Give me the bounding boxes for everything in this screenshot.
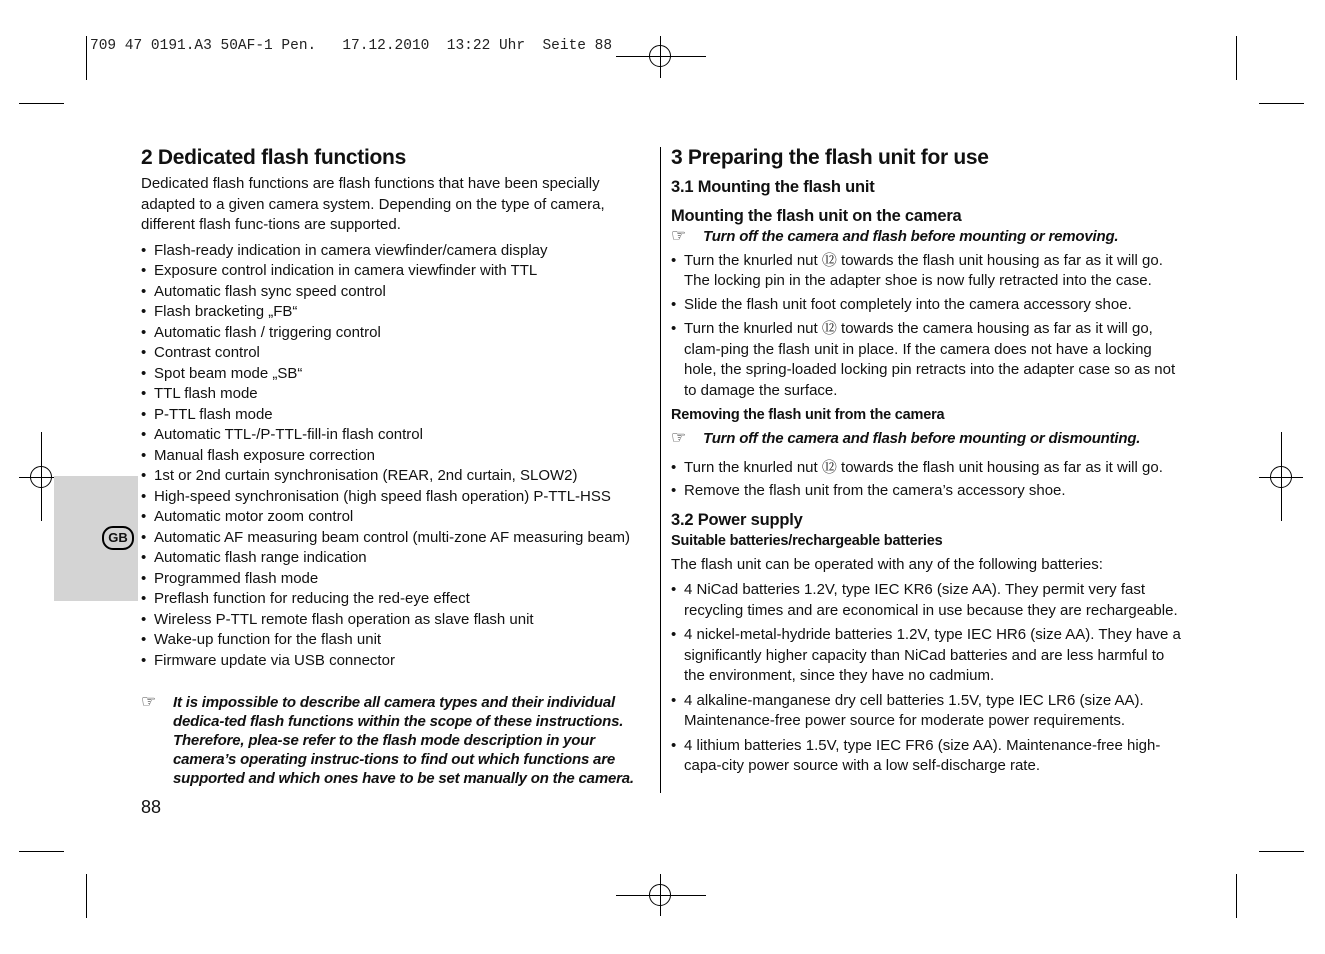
remove-steps [671, 458, 1183, 502]
function-list [141, 241, 653, 672]
list-item: • Flash bracketing „FB“ [141, 302, 653, 323]
note-text: Turn off the camera and flash before mounting or dismounting. [703, 430, 1141, 447]
list-item: • Automatic AF measuring beam control (multi-zone AF measuring beam) [141, 528, 653, 549]
list-item: • Automatic flash sync speed control [141, 282, 653, 303]
list-item: • TTL flash mode [141, 384, 653, 405]
list-item: • Automatic TTL-/P-TTL-fill-in flash control [141, 425, 653, 446]
list-item: • Exposure control indication in camera viewfinder with TTL [141, 261, 653, 282]
list-item: • Slide the flash unit foot completely into the camera accessory shoe. [671, 295, 1183, 316]
list-item: • 4 nickel-metal-hydride batteries 1.2V, type IEC HR6 (size AA). They have a significantly higher capacity than NiCad batteries and are less harmful to the environment, since they have no cadmium. [671, 625, 1183, 687]
battery-intro: The flash unit can be operated with any of the following batteries: [671, 555, 1103, 573]
list-item: • 1st or 2nd curtain synchronisation (REAR, 2nd curtain, SLOW2) [141, 466, 653, 487]
battery-list [671, 580, 1183, 777]
column-divider [660, 147, 661, 793]
subheading: Suitable batteries/rechargeable batteries [671, 532, 943, 549]
pointing-hand-icon: ☞ [671, 226, 687, 245]
list-item: • Manual flash exposure correction [141, 446, 653, 467]
list-item: • Contrast control [141, 343, 653, 364]
list-item: • High-speed synchronisation (high speed flash operation) P-TTL-HSS [141, 487, 653, 508]
list-item: • Preflash function for reducing the red-eye effect [141, 589, 653, 610]
subsection-title: 3.2 Power supply [671, 510, 803, 529]
list-item: • Automatic flash range indication [141, 548, 653, 569]
list-item: • Firmware update via USB connector [141, 651, 653, 672]
note [671, 227, 1183, 248]
list-item: • Turn the knurled nut ⑫ towards the flash unit housing as far as it will go. The locking pin in the adapter shoe is now fully retracted into the case. [671, 251, 1183, 292]
list-item: • Turn the knurled nut ⑫ towards the camera housing as far as it will go, clam-ping the flash unit in place. If the camera does not have a locking hole, the spring-loaded locking pin retracts into the adapter case so as not to damage the surface. [671, 319, 1183, 401]
list-item: • Programmed flash mode [141, 569, 653, 590]
list-item: • P-TTL flash mode [141, 405, 653, 426]
list-item: • Wake-up function for the flash unit [141, 630, 653, 651]
subheading: Mounting the flash unit on the camera [671, 207, 962, 225]
list-item: • Flash-ready indication in camera viewfinder/camera display [141, 241, 653, 262]
list-item: • Spot beam mode „SB“ [141, 364, 653, 385]
list-item: • 4 lithium batteries 1.5V, type IEC FR6 (size AA). Maintenance-free high-capa-city power source with a low self-discharge rate. [671, 736, 1183, 777]
list-item: • Automatic motor zoom control [141, 507, 653, 528]
section-title: 2 Dedicated flash functions [141, 146, 406, 169]
mount-steps [671, 251, 1183, 402]
note [141, 693, 653, 788]
section-title: 3 Preparing the flash unit for use [671, 146, 989, 169]
page-number: 88 [141, 797, 162, 817]
subheading: Removing the flash unit from the camera [671, 407, 945, 423]
note-text: Turn off the camera and flash before mounting or removing. [703, 228, 1119, 245]
print-header: 709 47 0191.A3 50AF-1 Pen. 17.12.2010 13:22 Uhr Seite 88 [90, 38, 613, 54]
list-item: • 4 NiCad batteries 1.2V, type IEC KR6 (size AA). They permit very fast recycling times and are economical in use because they are rechargeable. [671, 580, 1183, 621]
intro-paragraph: Dedicated flash functions are flash functions that have been specially adapted to a given camera system. Depending on the type of camera, different flash func-tions are supported. [141, 175, 605, 233]
note-text: It is impossible to describe all camera types and their individual dedica-ted flash functions within the scope of these instructions. Therefore, plea-se refer to the flash mode description in your camera’s operating instruc-tions to find out which functions are supported and which ones have to be set manually on the camera. [173, 694, 634, 787]
note [671, 429, 1183, 450]
list-item: • Remove the flash unit from the camera’s accessory shoe. [671, 481, 1183, 502]
pointing-hand-icon: ☞ [671, 428, 687, 447]
list-item: • Wireless P-TTL remote flash operation as slave flash unit [141, 610, 653, 631]
left-column [141, 145, 653, 788]
language-badge: GB [102, 526, 134, 550]
list-item: • 4 alkaline-manganese dry cell batteries 1.5V, type IEC LR6 (size AA). Maintenance-free power source for moderate power requirements. [671, 691, 1183, 732]
list-item: • Automatic flash / triggering control [141, 323, 653, 344]
subsection-title: 3.1 Mounting the flash unit [671, 178, 875, 196]
list-item: • Turn the knurled nut ⑫ towards the flash unit housing as far as it will go. [671, 458, 1183, 479]
pointing-hand-icon: ☞ [141, 692, 157, 711]
right-column [671, 145, 1183, 777]
